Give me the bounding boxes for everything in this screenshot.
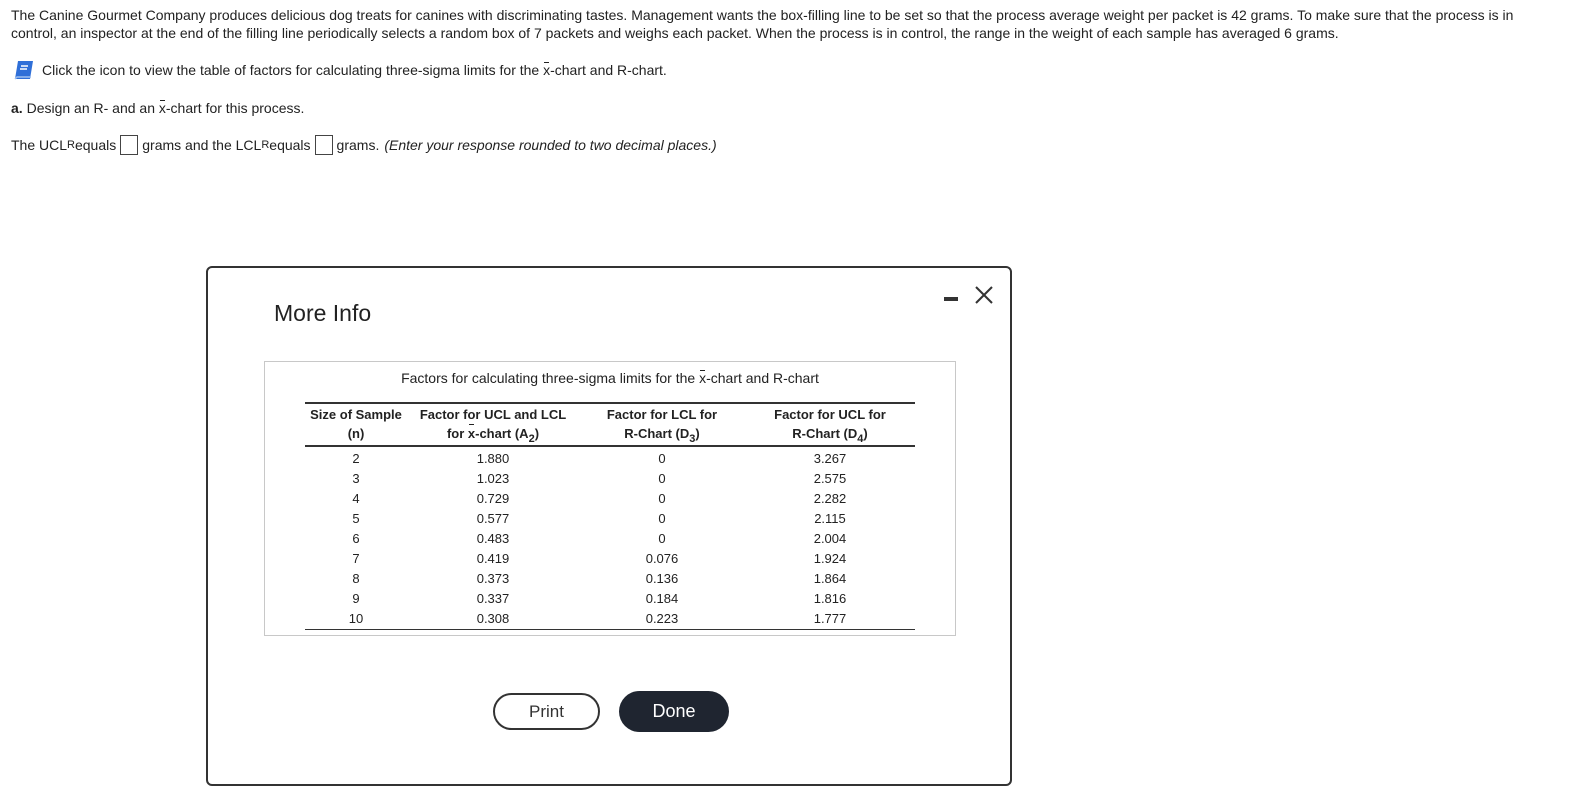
table-row <box>305 509 915 529</box>
cell-d3: 0 <box>658 531 666 546</box>
cell-a2: 0.577 <box>476 511 510 526</box>
cell-d3: 0.184 <box>645 591 679 606</box>
cell-d3: 0.223 <box>645 611 679 626</box>
question-a: a. Design an R- and an x-chart for this process. <box>11 100 305 116</box>
cell-n: 4 <box>352 491 360 506</box>
cell-d4: 2.004 <box>813 531 847 546</box>
cell-a2: 0.729 <box>476 491 510 506</box>
close-icon <box>973 284 995 306</box>
lcl-r-input[interactable] <box>315 135 333 155</box>
minimize-button[interactable] <box>942 288 960 306</box>
header-sample-size: Size of Sample (n) <box>310 407 402 441</box>
cell-a2: 1.023 <box>476 471 510 486</box>
table-row <box>305 489 915 509</box>
close-button[interactable] <box>973 284 995 306</box>
cell-d3: 0.136 <box>645 571 679 586</box>
factors-table-frame <box>264 361 956 636</box>
cell-d3: 0 <box>658 471 666 486</box>
cell-n: 10 <box>348 611 364 626</box>
table-row <box>305 529 915 549</box>
cell-d3: 0.076 <box>645 551 679 566</box>
factors-table <box>305 402 915 630</box>
table-row <box>305 609 915 630</box>
cell-d3: 0 <box>658 511 666 526</box>
cell-d4: 1.777 <box>813 611 847 626</box>
cell-a2: 0.373 <box>476 571 510 586</box>
cell-n: 9 <box>352 591 360 606</box>
cell-d4: 2.282 <box>813 491 847 506</box>
ucl-r-input[interactable] <box>120 135 138 155</box>
cell-a2: 0.483 <box>476 531 510 546</box>
cell-d4: 2.575 <box>813 471 847 486</box>
table-row <box>305 469 915 489</box>
cell-a2: 1.880 <box>476 451 510 466</box>
header-d4: Factor for UCL for R-Chart $(D_4)$ <box>774 407 886 445</box>
cell-n: 8 <box>352 571 360 586</box>
input-hint: (Enter your response rounded to two decimal places.) <box>384 137 717 153</box>
cell-n: 5 <box>352 511 360 526</box>
cell-n: 7 <box>352 551 360 566</box>
problem-statement: The Canine Gourmet Company produces delicious dog treats for canines with discriminating tastes. Management wants the box-filling line to be set so that the process average weight per packet is 42 grams. To make sure that the process is in control, an inspector at the end of the filling line periodically selects a random box of 7 packets and weighs each packet. When the process is in control, the range in the weight of each sample has averaged 6 grams. <box>11 7 1514 41</box>
more-info-dialog <box>206 266 1012 786</box>
cell-n: 2 <box>352 451 360 466</box>
cell-n: 6 <box>352 531 360 546</box>
done-button[interactable]: Done <box>619 691 729 732</box>
cell-d3: 0 <box>658 491 666 506</box>
cell-d4: 1.864 <box>813 571 847 586</box>
cell-a2: 0.419 <box>476 551 510 566</box>
dialog-title: More Info <box>274 300 372 326</box>
cell-d4: 3.267 <box>813 451 847 466</box>
cell-d4: 2.115 <box>814 511 846 526</box>
table-caption: Factors for calculating three-sigma limits for the x-chart and R-chart <box>401 370 819 386</box>
book-icon[interactable] <box>13 59 35 81</box>
table-row <box>305 549 915 569</box>
cell-n: 3 <box>352 471 360 486</box>
cell-d4: 1.924 <box>813 551 847 566</box>
info-link-text: Click the icon to view the table of factors for calculating three-sigma limits for the x-chart and R-chart. <box>42 62 667 78</box>
answer-line: The UCL R equals grams and the LCL R equals grams. (Enter your response rounded to two decimal places.) <box>11 137 717 153</box>
info-link-row <box>13 59 667 81</box>
table-row <box>305 446 915 469</box>
table-row <box>305 569 915 589</box>
header-a2: Factor for UCL and LCL for x-chart $(A_2)$ <box>419 407 567 445</box>
cell-a2: 0.308 <box>476 611 510 626</box>
cell-d4: 1.816 <box>813 591 847 606</box>
cell-d3: 0 <box>658 451 666 466</box>
header-d3: Factor for LCL for R-Chart $(D_3)$ <box>606 407 718 445</box>
table-row <box>305 589 915 609</box>
cell-a2: 0.337 <box>476 591 510 606</box>
print-button[interactable]: Print <box>493 693 600 730</box>
